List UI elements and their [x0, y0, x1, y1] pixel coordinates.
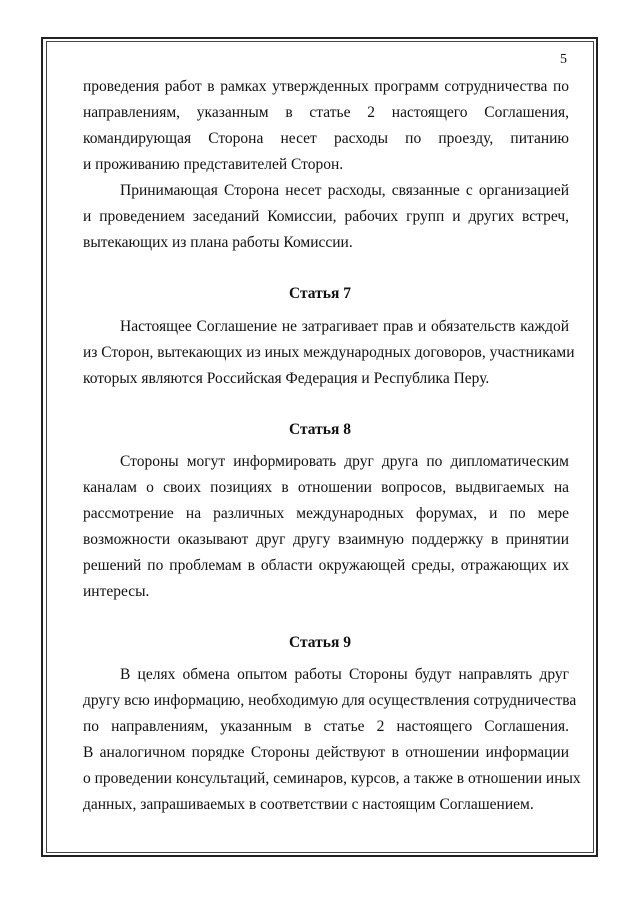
paragraph-line: из Сторон, вытекающих из иных международных договоров, участниками	[83, 344, 575, 361]
paragraph-line: по направлениям, указанным в статье 2 настоящего Соглашения.	[83, 718, 569, 735]
paragraph-line: и проведением заседаний Комиссии, рабочих групп и других встреч,	[83, 208, 569, 225]
paragraph-line: возможности оказывают друг другу взаимную поддержку в принятии	[83, 531, 569, 548]
page-number: 5	[560, 52, 567, 67]
article-7-heading: Статья 7	[289, 285, 351, 302]
paragraph-line: Настоящее Соглашение не затрагивает прав и обязательств каждой	[120, 318, 569, 335]
paragraph-line: о проведении консультаций, семинаров, курсов, а также в отношении иных	[83, 770, 581, 787]
paragraph-line: проведения работ в рамках утвержденных программ сотрудничества по	[83, 78, 569, 95]
article-9-heading: Статья 9	[289, 634, 351, 651]
paragraph-line: которых являются Российская Федерация и Республика Перу.	[83, 370, 490, 387]
paragraph-line: командирующая Сторона несет расходы по проезду, питанию	[83, 130, 569, 147]
paragraph-line: данных, запрашиваемых в соответствии с настоящим Соглашением.	[83, 796, 534, 813]
paragraph-line: и проживанию представителей Сторон.	[83, 156, 344, 173]
paragraph-line: решений по проблемам в области окружающей среды, отражающих их	[83, 557, 569, 574]
paragraph-line: другу всю информацию, необходимую для осуществления сотрудничества	[83, 692, 577, 709]
article-8-heading: Статья 8	[289, 421, 351, 438]
paragraph-line: направлениям, указанным в статье 2 настоящего Соглашения,	[83, 104, 569, 121]
paragraph-line: Стороны могут информировать друг друга по дипломатическим	[120, 453, 569, 470]
paragraph-line: Принимающая Сторона несет расходы, связанные с организацией	[120, 182, 569, 199]
paragraph-line: каналам о своих позициях в отношении вопросов, выдвигаемых на	[83, 479, 569, 496]
paragraph-line: В целях обмена опытом работы Стороны будут направлять друг	[120, 666, 569, 683]
paragraph-line: вытекающих из плана работы Комиссии.	[83, 234, 353, 251]
paragraph-line: рассмотрение на различных международных форумах, и по мере	[83, 505, 569, 522]
paragraph-line: интересы.	[83, 583, 150, 600]
paragraph-line: В аналогичном порядке Стороны действуют в отношении информации	[83, 744, 569, 761]
